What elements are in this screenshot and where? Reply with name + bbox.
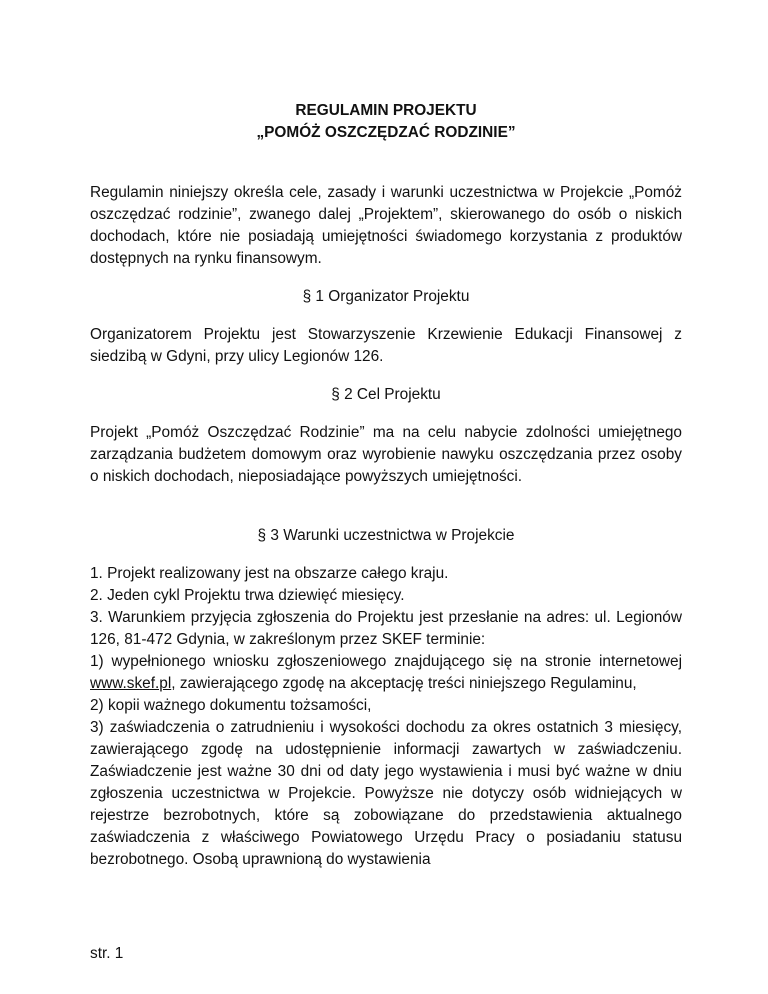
section-3-subitem-3: 3) zaświadczenia o zatrudnieniu i wysokości dochodu za okres ostatnich 3 miesięcy, zawierającego zgodę na udostępnienie informacji zawartych w zaświadczeniu. Zaświadczenie jest ważne 30 dni od daty jego wystawienia i musi być ważne w dniu zgłoszenia uczestnictwa w Projekcie. Powyższe nie dotyczy osób widniejących w rejestrze bezrobotnych, które są zobowiązane do przedstawienia aktualnego zaświadczenia z właściwego Powiatowego Urzędu Pracy o posiadaniu statusu bezrobotnego. Osobą uprawnioną do wystawienia [90,719,682,868]
section-1-body: Organizatorem Projektu jest Stowarzyszenie Krzewienie Edukacji Finansowej z siedzibą w Gdyni, przy ulicy Legionów 126. [90,326,682,365]
section-2-body: Projekt „Pomóż Oszczędzać Rodzinie” ma na celu nabycie zdolności umiejętnego zarządzania budżetem domowym oraz wyrobienie nawyku oszczędzania przez osoby o niskich dochodach, nieposiadające powyższych umiejętności. [90,424,682,485]
title-line-1: REGULAMIN PROJEKTU [295,102,477,119]
document-page [90,100,682,871]
section-3-item-2: 2. Jeden cykl Projektu trwa dziewięć miesięcy. [90,587,405,604]
section-3-item-3: 3. Warunkiem przyjęcia zgłoszenia do Projektu jest przesłanie na adres: ul. Legionów 126, 81-472 Gdynia, w zakreślonym przez SKEF terminie: [90,609,682,648]
page-number: str. 1 [90,945,124,962]
section-2-heading: § 2 Cel Projektu [331,386,441,403]
title-line-2: „POMÓŻ OSZCZĘDZAĆ RODZINIE” [256,124,516,141]
section-3-subitem-1 [90,651,682,695]
document-title [90,100,682,144]
section-3-heading: § 3 Warunki uczestnictwa w Projekcie [257,527,515,544]
section-3-subitem-2: 2) kopii ważnego dokumentu tożsamości, [90,697,372,714]
section-3-item-1: 1. Projekt realizowany jest na obszarze całego kraju. [90,565,449,582]
subitem-1-text-before: 1) wypełnionego wniosku zgłoszeniowego znajdującego się na stronie internetowej [90,653,682,670]
intro-paragraph: Regulamin niniejszy określa cele, zasady i warunki uczestnictwa w Projekcie „Pomóż oszczędzać rodzinie”, zwanego dalej „Projektem”, skierowanego do osób o niskich dochodach, które nie posiadają umiejętności świadomego korzystania z produktów dostępnych na rynku finansowym. [90,184,682,267]
skef-website-link[interactable]: www.skef.pl [90,675,172,692]
section-1-heading: § 1 Organizator Projektu [302,288,470,305]
subitem-1-text-after: , zawierającego zgodę na akceptację treści niniejszego Regulaminu, [171,675,637,692]
